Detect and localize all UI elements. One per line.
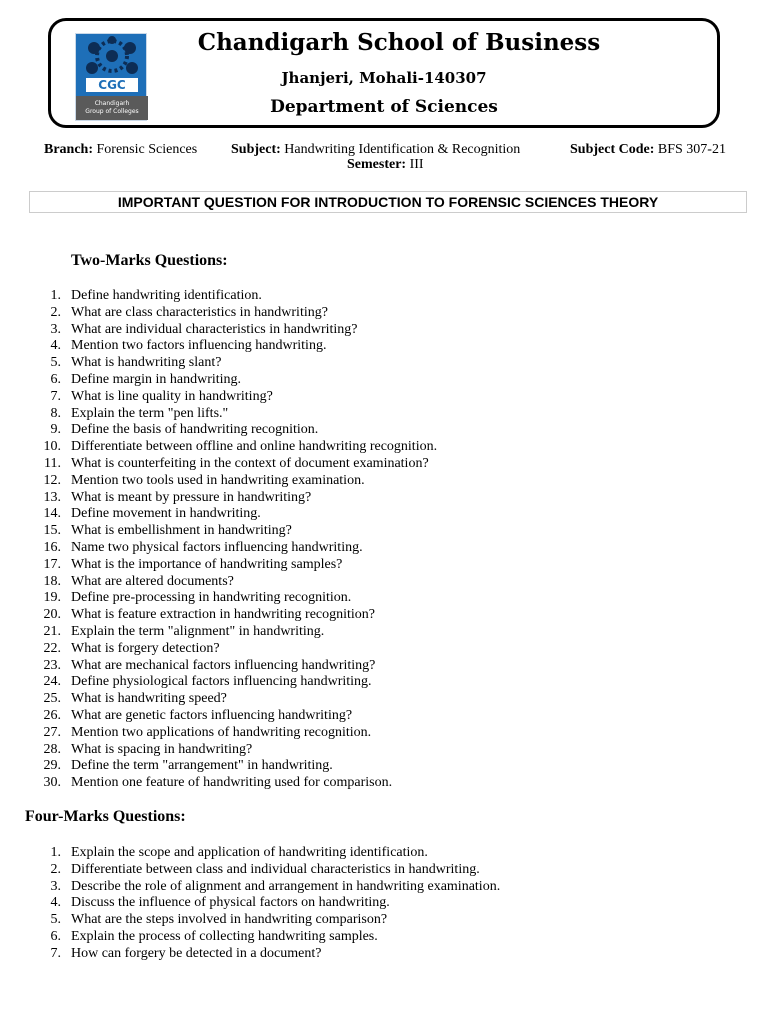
question-item	[0, 879, 768, 896]
subject-info: Subject: Handwriting Identification & Recognition	[231, 142, 521, 157]
question-text: What are class characteristics in handwriting?	[71, 304, 328, 320]
two-marks-list	[0, 288, 768, 792]
question-text: What are the steps involved in handwriting comparison?	[71, 912, 388, 928]
question-number: 29.	[43, 758, 61, 774]
question-item	[0, 506, 768, 523]
four-marks-heading: Four-Marks Questions:	[25, 808, 186, 825]
question-item	[0, 523, 768, 540]
question-item	[0, 845, 768, 862]
question-number: 10.	[43, 439, 61, 455]
question-item	[0, 708, 768, 725]
question-text: What is spacing in handwriting?	[71, 741, 253, 757]
question-number: 9.	[50, 422, 61, 438]
question-number: 14.	[43, 506, 61, 522]
question-text: Define handwriting identification.	[71, 288, 262, 303]
question-text: What are individual characteristics in handwriting?	[71, 321, 358, 337]
question-text: What is embellishment in handwriting?	[71, 523, 292, 539]
question-item	[0, 758, 768, 775]
question-item	[0, 422, 768, 439]
question-text: Describe the role of alignment and arrangement in handwriting examination.	[71, 878, 501, 894]
question-item	[0, 355, 768, 372]
question-number: 19.	[43, 590, 61, 606]
question-text: What are mechanical factors influencing handwriting?	[71, 657, 376, 673]
question-text: Define pre-processing in handwriting recognition.	[71, 590, 352, 606]
question-text: How can forgery be detected in a document?	[71, 945, 322, 961]
question-item	[0, 322, 768, 339]
question-item	[0, 305, 768, 322]
question-item	[0, 372, 768, 389]
question-item	[0, 691, 768, 708]
department-name: Department of Sciences	[270, 97, 498, 117]
question-number: 5.	[50, 355, 61, 371]
question-number: 1.	[50, 288, 61, 303]
logo-caption: Chandigarh Group of Colleges	[76, 96, 148, 120]
question-text: What is handwriting speed?	[71, 691, 227, 707]
question-item	[0, 439, 768, 456]
question-number: 24.	[43, 674, 61, 690]
question-number: 7.	[50, 945, 61, 961]
question-item	[0, 658, 768, 675]
question-item	[0, 641, 768, 658]
question-number: 5.	[50, 912, 61, 928]
question-text: Explain the process of collecting handwriting samples.	[71, 928, 378, 944]
question-number: 6.	[50, 928, 61, 944]
question-text: What is meant by pressure in handwriting?	[71, 489, 312, 505]
question-text: Explain the term "alignment" in handwriting.	[71, 623, 325, 639]
question-item	[0, 574, 768, 591]
two-marks-heading: Two-Marks Questions:	[71, 252, 228, 269]
question-text: Mention two factors influencing handwriting.	[71, 338, 327, 354]
question-item	[0, 557, 768, 574]
question-text: Explain the term "pen lifts."	[71, 405, 229, 421]
question-item	[0, 912, 768, 929]
question-number: 11.	[44, 455, 61, 471]
subject-code-info: Subject Code: BFS 307-21	[570, 142, 726, 157]
question-number: 4.	[50, 338, 61, 354]
semester-info: Semester: III	[347, 157, 424, 172]
question-number: 13.	[43, 489, 61, 505]
question-item	[0, 674, 768, 691]
question-number: 21.	[43, 623, 61, 639]
question-text: Define movement in handwriting.	[71, 506, 261, 522]
question-text: Explain the scope and application of handwriting identification.	[71, 845, 428, 860]
question-text: Mention two tools used in handwriting examination.	[71, 472, 365, 488]
question-item	[0, 406, 768, 423]
document-heading: IMPORTANT QUESTION FOR INTRODUCTION TO FORENSIC SCIENCES THEORY	[29, 191, 747, 213]
question-text: What is feature extraction in handwriting recognition?	[71, 607, 376, 623]
question-number: 20.	[43, 607, 61, 623]
question-text: Differentiate between class and individual characteristics in handwriting.	[71, 861, 480, 877]
question-number: 2.	[50, 304, 61, 320]
four-marks-list	[0, 845, 768, 963]
question-text: Define the basis of handwriting recognition.	[71, 422, 319, 438]
question-item	[0, 946, 768, 963]
logo-acronym: CGC	[86, 78, 138, 92]
question-text: Mention one feature of handwriting used for comparison.	[71, 775, 393, 791]
question-number: 3.	[50, 878, 61, 894]
question-text: What are genetic factors influencing handwriting?	[71, 707, 353, 723]
question-number: 6.	[50, 371, 61, 387]
question-number: 22.	[43, 640, 61, 656]
question-text: What is handwriting slant?	[71, 355, 222, 371]
question-number: 17.	[43, 556, 61, 572]
question-text: Define the term "arrangement" in handwriting.	[71, 758, 333, 774]
question-number: 26.	[43, 707, 61, 723]
question-number: 4.	[50, 895, 61, 911]
question-number: 3.	[50, 321, 61, 337]
question-number: 28.	[43, 741, 61, 757]
question-text: Mention two applications of handwriting recognition.	[71, 724, 372, 740]
question-number: 12.	[43, 472, 61, 488]
question-item	[0, 338, 768, 355]
question-item	[0, 490, 768, 507]
question-number: 25.	[43, 691, 61, 707]
question-text: Define physiological factors influencing handwriting.	[71, 674, 372, 690]
question-number: 16.	[43, 539, 61, 555]
question-number: 18.	[43, 573, 61, 589]
question-number: 27.	[43, 724, 61, 740]
question-text: What is counterfeiting in the context of document examination?	[71, 455, 429, 471]
school-address: Jhanjeri, Mohali-140307	[281, 69, 487, 87]
question-number: 7.	[50, 388, 61, 404]
question-number: 30.	[43, 775, 61, 791]
question-item	[0, 862, 768, 879]
question-item	[0, 895, 768, 912]
question-item	[0, 590, 768, 607]
question-text: Define margin in handwriting.	[71, 371, 242, 387]
question-item	[0, 929, 768, 946]
question-item	[0, 607, 768, 624]
question-text: What is the importance of handwriting samples?	[71, 556, 343, 572]
question-item	[0, 624, 768, 641]
question-number: 2.	[50, 861, 61, 877]
question-text: What are altered documents?	[71, 573, 234, 589]
question-number: 8.	[50, 405, 61, 421]
question-item	[0, 742, 768, 759]
question-item	[0, 725, 768, 742]
letterhead	[48, 18, 720, 128]
question-text: Name two physical factors influencing handwriting.	[71, 539, 363, 555]
question-number: 15.	[43, 523, 61, 539]
question-item	[0, 473, 768, 490]
school-name: Chandigarh School of Business	[197, 29, 601, 56]
branch-info: Branch: Forensic Sciences	[44, 142, 198, 157]
question-number: 1.	[50, 845, 61, 860]
question-number: 23.	[43, 657, 61, 673]
question-text: What is line quality in handwriting?	[71, 388, 273, 404]
question-item	[0, 540, 768, 557]
question-text: Differentiate between offline and online handwriting recognition.	[71, 439, 438, 455]
question-item	[0, 775, 768, 792]
question-item	[0, 456, 768, 473]
question-item	[0, 389, 768, 406]
question-text: What is forgery detection?	[71, 640, 220, 656]
question-item	[0, 288, 768, 305]
question-text: Discuss the influence of physical factors on handwriting.	[71, 895, 390, 911]
